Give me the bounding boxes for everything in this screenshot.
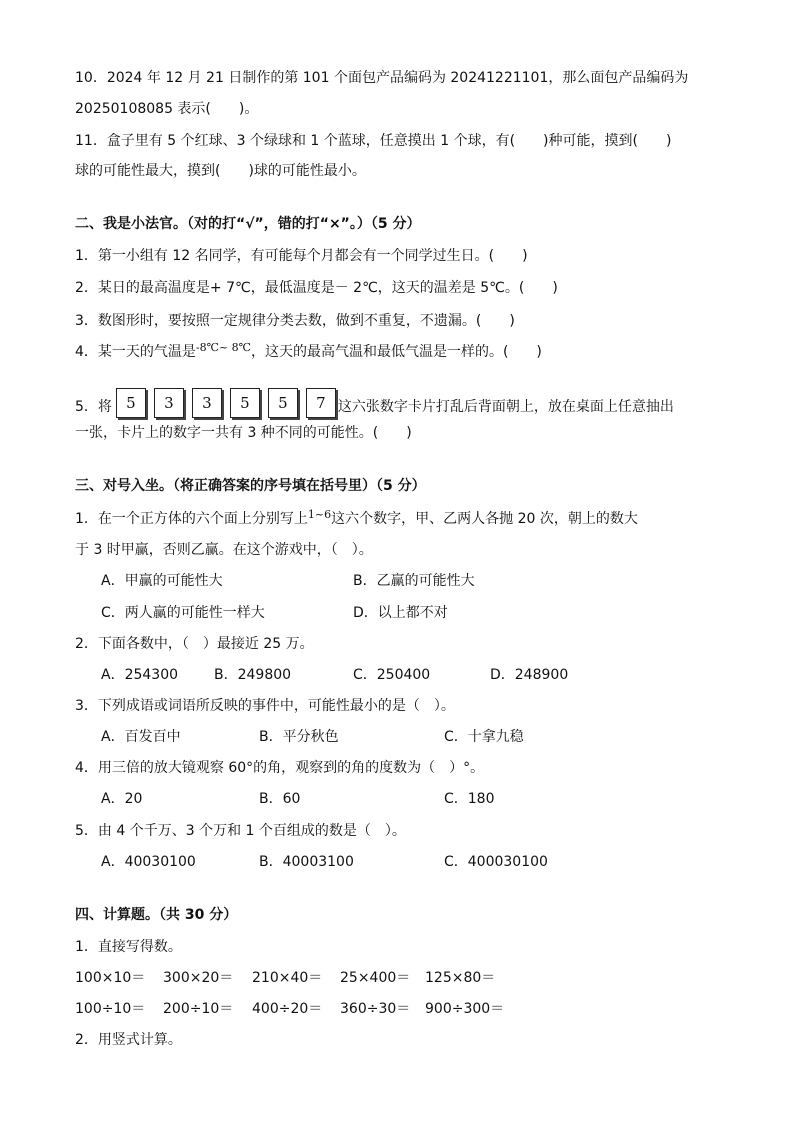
s3-q5-option-b[interactable]: B．40003100 [259,854,354,870]
calc-item: 900÷300＝ [425,1001,505,1017]
s4-sub2: 2．用竖式计算。 [75,1032,182,1048]
s2-q5-post: 这六张数字卡片打乱后背面朝上，放在桌面上任意抽出 [337,399,674,415]
s3-q2-option-d[interactable]: D．248900 [490,667,569,683]
s2-q4-post: ，这天的最高气温和最低气温是一样的。( ) [250,344,542,360]
number-card: 5 [268,388,298,418]
s3-q1-range: 1~6 [307,508,332,521]
s3-q3: 3．下列成语或词语所反映的事件中，可能性最小的是（ ）。 [75,698,455,714]
s3-q1-post: 这六个数字，甲、乙两人各抛 20 次，朝上的数大 [331,511,638,527]
q10-line2: 20250108085 表示( )。 [75,101,259,117]
s2-q4-range: -8℃~ 8℃ [195,341,251,354]
number-card: 5 [116,388,146,418]
s3-q1-option-c[interactable]: C．两人赢的可能性一样大 [101,605,265,621]
number-card: 3 [192,388,222,418]
s3-q1-option-b[interactable]: B．乙赢的可能性大 [353,573,475,589]
q10-line1: 10．2024 年 12 月 21 日制作的第 101 个面包产品编码为 20241221101，那么面包产品编码为 [75,70,689,86]
calc-item: 200÷10＝ [163,1001,234,1017]
calc-item: 400÷20＝ [252,1001,323,1017]
s2-q5-pre: 5．将 [75,399,112,415]
calc-item: 25×400＝ [340,970,411,986]
q11-line2: 球的可能性最大，摸到( )球的可能性最小。 [75,163,366,179]
number-cards [116,392,336,422]
s2-q5-line2: 一张，卡片上的数字一共有 3 种不同的可能性。( ) [75,425,412,441]
s3-q5: 5．由 4 个千万、3 个万和 1 个百组成的数是（ ）。 [75,823,406,839]
s2-q2: 2．某日的最高温度是+ 7℃，最低温度是－ 2℃，这天的温差是 5℃。( ) [75,280,558,296]
s3-q3-option-a[interactable]: A．百发百中 [101,729,181,745]
s2-q4 [75,342,724,363]
s3-q3-option-b[interactable]: B．平分秋色 [259,729,339,745]
s3-q2: 2．下面各数中，（ ）最接近 25 万。 [75,636,314,652]
s3-q5-option-a[interactable]: A．40030100 [101,854,196,870]
calc-item: 125×80＝ [425,970,496,986]
number-card: 7 [306,388,336,418]
s3-q1-option-d[interactable]: D．以上都不对 [353,605,448,621]
s3-q1-pre: 1．在一个正方体的六个面上分别写上 [75,511,308,527]
s3-q1-option-a[interactable]: A．甲赢的可能性大 [101,573,223,589]
s3-q2-option-b[interactable]: B．249800 [214,667,292,683]
s3-q1 [75,509,724,530]
s2-q5 [75,392,724,422]
calc-item: 100÷10＝ [75,1001,146,1017]
s2-q4-pre: 4．某一天的气温是 [75,344,196,360]
s3-q3-option-c[interactable]: C．十拿九稳 [444,729,524,745]
s2-q3: 3．数图形时，要按照一定规律分类去数，做到不重复，不遗漏。( ) [75,313,515,329]
calc-item: 360÷30＝ [340,1001,411,1017]
s3-q2-option-c[interactable]: C．250400 [353,667,431,683]
s3-q4-option-a[interactable]: A．20 [101,791,143,807]
s3-q4-option-c[interactable]: C．180 [444,791,495,807]
section3-title: 三、对号入坐。（将正确答案的序号填在括号里）（5 分） [75,478,426,494]
calc-item: 100×10＝ [75,970,146,986]
section2-title: 二、我是小法官。（对的打“√”，错的打“×”。）（5 分） [75,216,421,232]
section4-title: 四、计算题。（共 30 分） [75,907,238,923]
s4-sub1: 1．直接写得数。 [75,939,182,955]
s2-q1: 1．第一小组有 12 名同学，有可能每个月都会有一个同学过生日。( ) [75,248,528,264]
s3-q1-line2: 于 3 时甲赢，否则乙赢。在这个游戏中，（ ）。 [75,542,373,558]
calc-item: 210×40＝ [252,970,323,986]
s3-q4: 4．用三倍的放大镜观察 60°的角，观察到的角的度数为（ ）°。 [75,760,485,776]
q11-line1: 11．盒子里有 5 个红球、3 个绿球和 1 个蓝球，任意摸出 1 个球，有( )种可能，摸到( ) [75,133,672,149]
number-card: 3 [154,388,184,418]
number-card: 5 [230,388,260,418]
s3-q2-option-a[interactable]: A．254300 [101,667,179,683]
s3-q4-option-b[interactable]: B．60 [259,791,301,807]
calc-item: 300×20＝ [163,970,234,986]
s3-q5-option-c[interactable]: C．400030100 [444,854,548,870]
